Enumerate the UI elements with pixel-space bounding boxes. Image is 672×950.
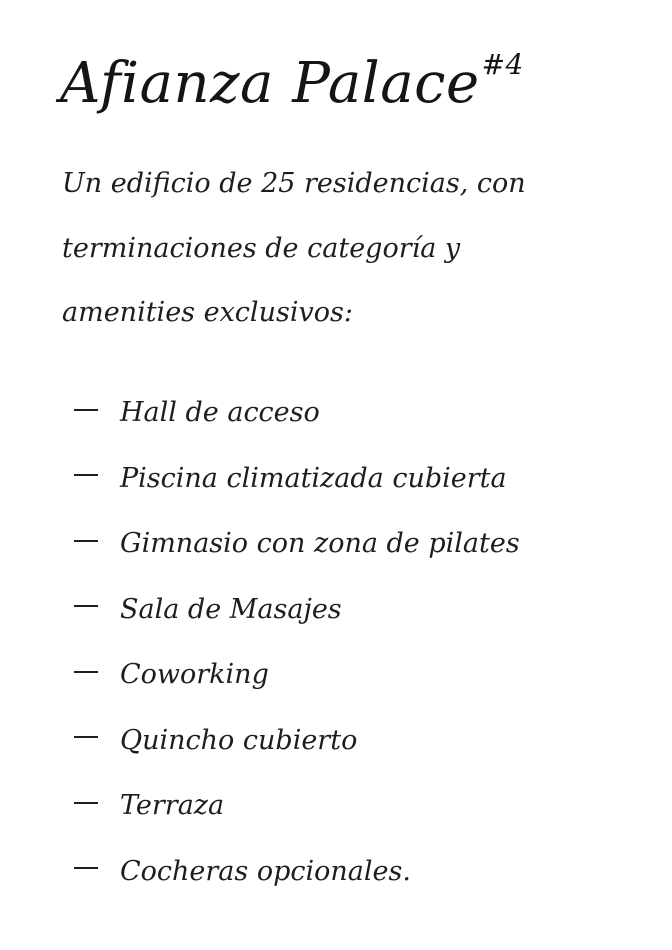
list-item: [74, 773, 520, 839]
title-text: Afianza Palace: [60, 51, 480, 116]
dash-bullet-icon: [74, 736, 98, 738]
intro-line: amenities exclusivos:: [62, 297, 353, 328]
list-item: [74, 839, 520, 905]
intro-paragraph: [62, 152, 662, 346]
page-title: [60, 44, 524, 133]
list-item: [74, 511, 520, 577]
dash-bullet-icon: [74, 540, 98, 542]
dash-bullet-icon: [74, 474, 98, 476]
list-item: [74, 446, 520, 512]
title-superscript: #4: [481, 48, 524, 81]
list-item: [74, 577, 520, 643]
list-item-label: Cocheras opcionales.: [120, 855, 411, 887]
dash-bullet-icon: [74, 867, 98, 869]
list-item: [74, 380, 520, 446]
list-item-label: Sala de Masajes: [120, 593, 342, 625]
intro-line: Un edificio de 25 residencias, con: [62, 168, 526, 199]
dash-bullet-icon: [74, 409, 98, 411]
list-item-label: Gimnasio con zona de pilates: [120, 528, 520, 560]
list-item-label: Terraza: [120, 790, 225, 822]
amenities-list: [74, 380, 520, 904]
dash-bullet-icon: [74, 671, 98, 673]
list-item: [74, 642, 520, 708]
list-item-label: Quincho cubierto: [120, 724, 358, 756]
list-item: [74, 708, 520, 774]
intro-line: terminaciones de categoría y: [62, 232, 461, 264]
dash-bullet-icon: [74, 605, 98, 607]
list-item-label: Hall de acceso: [120, 397, 320, 429]
list-item-label: Piscina climatizada cubierta: [120, 462, 507, 494]
list-item-label: Coworking: [120, 659, 269, 691]
dash-bullet-icon: [74, 802, 98, 804]
